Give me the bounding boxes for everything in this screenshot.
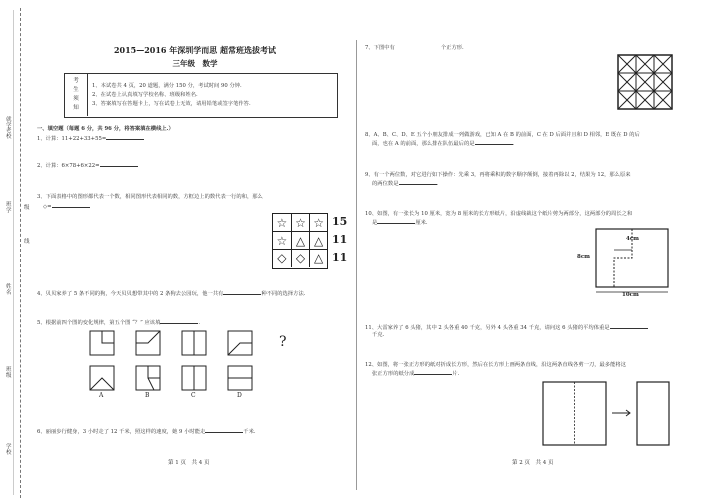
grid-cell: △	[310, 232, 327, 250]
question-12-line2: 张正方形的纸分成 片.	[372, 371, 460, 377]
question-11-line2: 千克.	[372, 332, 385, 338]
notice-item: 2、在试卷上认真填写学校名称、班级和姓名.	[92, 92, 198, 98]
margin-label: 级	[24, 205, 30, 211]
question-10: 10、如图，有一张长为 10 厘米，宽为 8 厘米的长方形纸片，沿虚线裁这个纸片剪为两部分，这两部分的周长之和	[365, 211, 633, 217]
dimension-width: 10cm	[622, 292, 639, 298]
question-10-line2: 是 厘米.	[372, 220, 428, 226]
question-6: 6、丽丽步行健身，3 小时走了 12 千米，照这样的速度，她 9 小时能走 千米.	[37, 429, 256, 435]
grid-cell: △	[292, 232, 311, 250]
question-mark: ?	[279, 334, 287, 350]
grid-cell: ☆	[273, 214, 292, 232]
choice-label-b[interactable]: B	[145, 392, 150, 399]
question-5: 5、根据前四个图的变化规律，第五个图 “？” 应该填 .	[37, 320, 201, 326]
notice-item: 1、本试卷共 4 页，20 道题，满分 150 分，考试时间 90 分钟.	[92, 83, 242, 89]
margin-label: 班级	[6, 367, 12, 379]
notice-label: 考 生 须 知	[73, 78, 79, 111]
row-sum: 11	[332, 233, 348, 246]
grid-cell: ◇	[273, 250, 292, 267]
choice-label-c[interactable]: C	[191, 392, 196, 399]
page-footer-left: 第 1 页 共 4 页	[168, 460, 210, 466]
grid-cell: ☆	[310, 214, 327, 232]
margin-label: 就学老校	[6, 117, 12, 140]
question-12: 12、如图，将一张正方形的纸对折成长方形，然后在长方形上画两条直线，沿这两条直线各剪一刀，最多能将这	[365, 362, 626, 368]
question-7: 7、下图中有 个正方形.	[365, 45, 464, 51]
question-8: 8、A、B、C、D、E 五个小朋友排成一列做游戏，已知 A 在 B 的前面，C 在 D 后面并且和 D 相邻，E 既在 D 的后	[365, 132, 640, 138]
grid-cell: ◇	[292, 250, 311, 267]
margin-label: 姓名	[6, 284, 12, 296]
notice-item: 3、答案填写在答题卡上，写在试卷上无效，请用铅笔或签字笔作答.	[92, 101, 251, 107]
exam-title: 2015—2016 年深圳学而思 超常班选拔考试	[113, 45, 277, 55]
dimension-inner: 4cm	[626, 236, 639, 242]
margin-label: 学校	[6, 444, 12, 456]
exam-subtitle: 三年级 数学	[172, 59, 218, 68]
page-footer-right: 第 2 页 共 4 页	[512, 460, 554, 466]
question-8-line2: 面，也在 A 的前面，那么排在队伍最后的是 .	[372, 141, 515, 147]
choice-label-a[interactable]: A	[99, 392, 104, 399]
margin-label: 线	[24, 239, 30, 245]
dimension-height: 8cm	[577, 254, 590, 260]
question-4: 4、贝贝家养了 5 条不同的狗，今天贝贝想带其中的 2 条狗去公园玩，他一共有 种不同的选择方法.	[37, 291, 306, 297]
question-9-line2: 的两位数是 .	[372, 181, 439, 187]
question-3-line2: ◇=	[43, 202, 90, 211]
question-11: 11、大雷家养了 6 头猪，其中 2 头各重 40 千克，另外 4 头各重 34 千克，请问这 6 头猪的平均体重是	[365, 323, 648, 332]
grid-cell: △	[314, 251, 324, 265]
row-sum: 15	[332, 215, 348, 228]
question-2: 2、计算：6×78+6×22=	[37, 161, 138, 170]
row-sum: 11	[332, 251, 348, 264]
choice-label-d[interactable]: D	[237, 392, 242, 399]
question-3: 3、下面表格中的图形都代表一个数，相同图形代表相同的数，方框边上的数代表一行的和，那么	[37, 194, 263, 200]
grid-cell: ☆	[273, 232, 292, 250]
section-heading: 一、填空题（每题 6 分，共 96 分，将答案填在横线上.）	[37, 126, 174, 132]
grid-cell: ☆	[292, 214, 311, 232]
question-1: 1、计算：11+22+33+55=	[37, 134, 144, 143]
question-9: 9、有一个两位数，对它进行如下操作：先乘 3，再将乘积的数字顺序颠倒，接着再除以 2，结果为 12，那么原来	[365, 172, 631, 178]
margin-label: 班学	[6, 202, 12, 214]
